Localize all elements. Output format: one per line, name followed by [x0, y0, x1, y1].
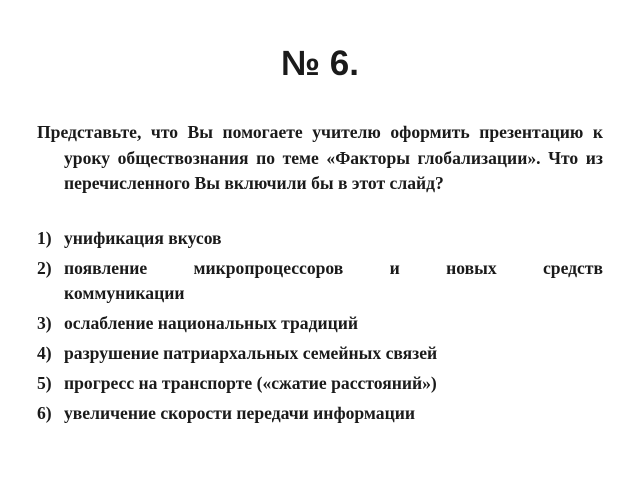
- answer-item-5: [37, 371, 603, 396]
- answer-item-3: [37, 311, 603, 336]
- answer-number: 6): [37, 403, 52, 423]
- question-text: Представьте, что Вы помогаете учителю оформить презентацию к уроку обществознания по теме «Факторы глобализации». Что из перечисленного Вы включили бы в этот слайд?: [37, 122, 603, 193]
- answer-item-1: [37, 226, 603, 251]
- answer-number: 1): [37, 228, 52, 248]
- answer-number: 3): [37, 313, 52, 333]
- answer-text: разрушение патриархальных семейных связей: [64, 343, 438, 363]
- answer-text-line-2: коммуникации: [64, 283, 185, 303]
- answer-text: прогресс на транспорте («сжатие расстояний»): [64, 373, 437, 393]
- answer-text: ослабление национальных традиций: [64, 313, 359, 333]
- answer-text-line-1: появление микропроцессоров и новых средств: [64, 258, 603, 278]
- answer-number: 5): [37, 373, 52, 393]
- answer-item-2: [37, 256, 603, 306]
- answer-text: [64, 256, 603, 306]
- answer-number: 4): [37, 343, 52, 363]
- answer-text: унификация вкусов: [64, 228, 222, 248]
- answer-item-6: [37, 401, 603, 426]
- answer-list: [37, 226, 603, 431]
- answer-number: 2): [37, 258, 52, 278]
- answer-item-4: [37, 341, 603, 366]
- slide-title: № 6.: [281, 44, 359, 83]
- answer-text: увеличение скорости передачи информации: [64, 403, 415, 423]
